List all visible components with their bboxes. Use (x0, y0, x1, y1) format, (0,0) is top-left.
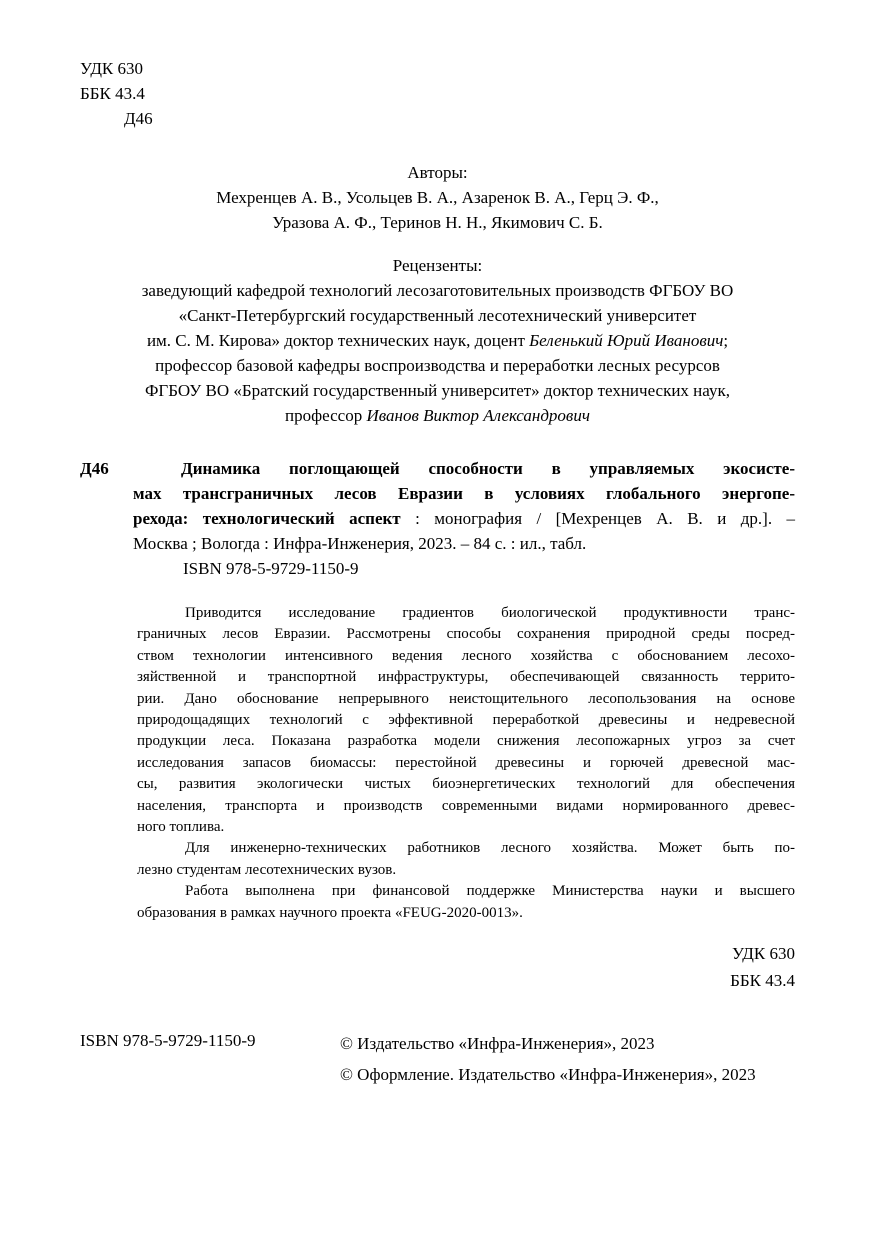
authors-line-2: Уразова А. Ф., Теринов Н. Н., Якимович С. Б. (272, 213, 603, 232)
record-lines (133, 456, 795, 581)
annotation-line: ством технологии интенсивного ведения лесного хозяйства с обоснованием лесохо- (137, 647, 795, 664)
reviewer-line-6-text: профессор (285, 406, 367, 425)
annotation-line: лезно студентам лесотехнических вузов. (137, 861, 397, 878)
copyright-lines (340, 1028, 795, 1090)
bibliographic-record (80, 456, 795, 581)
reviewer-name-1: Беленький Юрий Иванович (529, 331, 724, 350)
isbn-bottom: ISBN 978-5-9729-1150-9 (80, 1031, 256, 1050)
top-codes-block (80, 56, 153, 131)
annotation-line: исследования запасов биомассы: перестойной древесины и горючей древесной мас- (137, 754, 795, 771)
record-title-bold-end: рехода: технологический аспект (133, 509, 401, 528)
annotation-line: зяйственной и транспортной инфраструктуры, обеспечивающей связанность террито- (137, 669, 795, 686)
udk-code-top: УДК 630 (80, 59, 144, 78)
record-title-line-3 (133, 506, 795, 531)
bbk-code-bottom: ББК 43.4 (730, 971, 795, 990)
authors-line-1: Мехренцев А. В., Усольцев В. А., Азаренок В. А., Герц Э. Ф., (216, 188, 659, 207)
reviewer-line-3-end: ; (723, 331, 729, 350)
annotation-line: образования в рамках научного проекта «FEUG-2020-0013». (137, 904, 523, 921)
annotation-line: Работа выполнена при финансовой поддержке Министерства науки и высшего (185, 883, 795, 900)
reviewer-line-3-text: им. С. М. Кирова» доктор технических наук, доцент (146, 331, 530, 350)
udk-code-bottom: УДК 630 (731, 944, 795, 963)
record-imprint-line: Москва ; Вологда : Инфра-Инженерия, 2023. – 84 с. : ил., табл. (133, 534, 587, 553)
reviewers-heading: Рецензенты: (392, 256, 483, 275)
bottom-codes-block (730, 940, 795, 994)
annotation-line: Для инженерно-технических работников лесного хозяйства. Может быть по- (185, 840, 795, 857)
classification-code-top: Д46 (124, 109, 153, 128)
isbn-copyright-block (80, 1028, 795, 1090)
authors-heading: Авторы: (407, 163, 468, 182)
annotation-line: ного топлива. (137, 819, 225, 836)
annotation-line: сы, развития экологически чистых биоэнергетических технологий для обеспечения (137, 776, 795, 793)
record-imprint-text: : монография / [Мехренцев А. В. и др.]. – (400, 509, 796, 528)
bbk-code-top: ББК 43.4 (80, 84, 145, 103)
record-title-line-1: Динамика поглощающей способности в управляемых экосисте- (181, 459, 795, 478)
reviewer-line-6 (80, 403, 795, 428)
copyright-publisher: © Издательство «Инфра-Инженерия», 2023 (340, 1034, 655, 1053)
reviewer-line-2: «Санкт-Петербургский государственный лесотехнический университет (178, 306, 697, 325)
record-isbn: ISBN 978-5-9729-1150-9 (183, 559, 359, 578)
annotation-block (137, 603, 795, 924)
annotation-line: граничных лесов Евразии. Рассмотрены способы сохранения природной среды посред- (137, 626, 795, 643)
catalog-code: Д46 (80, 459, 109, 478)
reviewer-line-4: профессор базовой кафедры воспроизводства и переработки лесных ресурсов (155, 356, 720, 375)
annotation-line: природощадящих технологий с эффективной переработкой древесины и недревесной (137, 712, 795, 729)
authors-block (80, 160, 795, 235)
annotation-line: рии. Дано обоснование непрерывного неистощительного лесопользования на основе (137, 690, 795, 707)
reviewer-line-1: заведующий кафедрой технологий лесозаготовительных производств ФГБОУ ВО (141, 281, 734, 300)
reviewer-name-2: Иванов Виктор Александрович (366, 406, 590, 425)
reviewers-block (80, 253, 795, 428)
reviewer-line-3 (80, 328, 795, 353)
reviewer-line-5: ФГБОУ ВО «Братский государственный университет» доктор технических наук, (145, 381, 730, 400)
annotation-line: продукции леса. Показана разработка модели снижения лесопожарных угроз за счет (137, 733, 795, 750)
record-title-line-2: мах трансграничных лесов Евразии в условиях глобального энергопе- (133, 484, 795, 503)
copyright-design: © Оформление. Издательство «Инфра-Инженерия», 2023 (340, 1065, 756, 1084)
annotation-line: населения, транспорта и производств современными видами нормированного древес- (137, 797, 795, 814)
annotation-line: Приводится исследование градиентов биологической продуктивности транс- (185, 605, 795, 621)
